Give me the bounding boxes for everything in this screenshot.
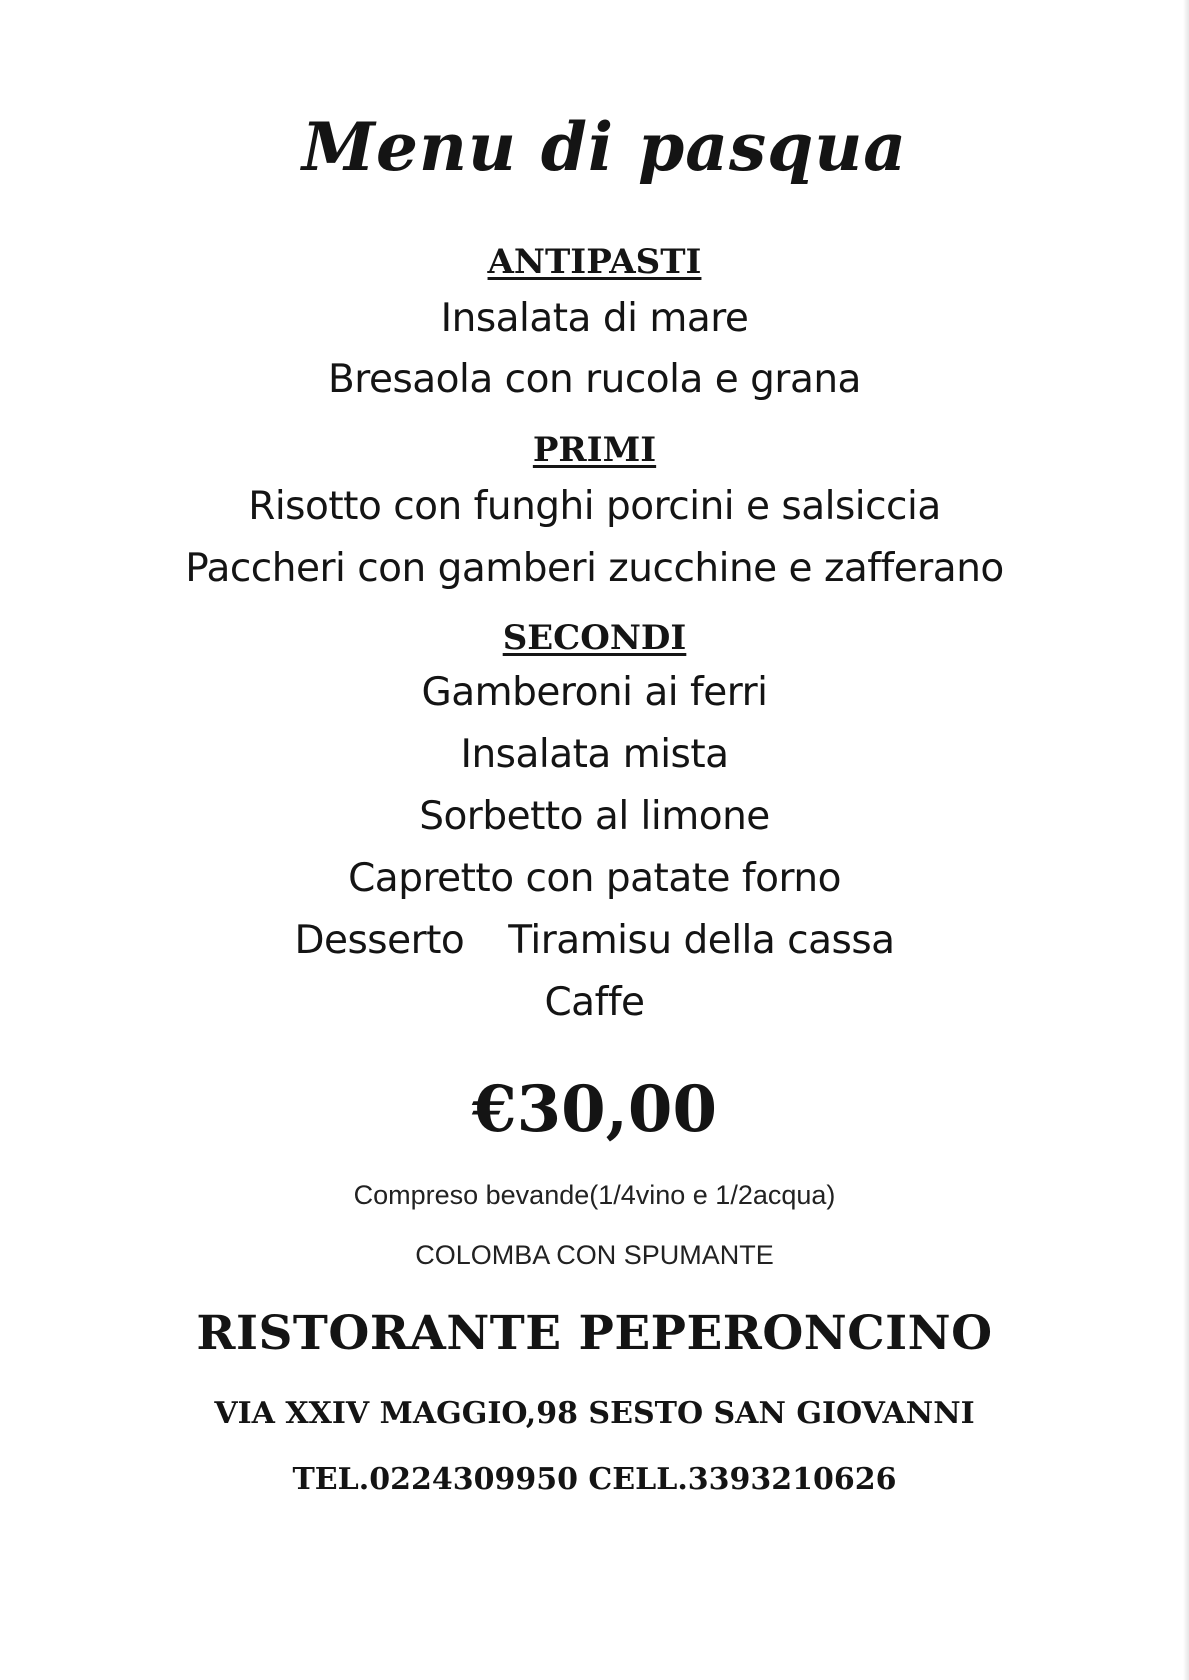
dessert-value: Tiramisu della cassa xyxy=(508,918,895,963)
drinks-note: Compreso bevande(1/4vino e 1/2acqua) xyxy=(353,1180,836,1210)
menu-price: €30,00 xyxy=(472,1072,717,1147)
menu-item: Insalata mista xyxy=(460,732,729,777)
extra-note: COLOMBA CON SPUMANTE xyxy=(415,1240,774,1270)
dessert-label: Desserto xyxy=(294,918,465,963)
menu-title: Menu di pasqua xyxy=(301,108,908,186)
section-heading-antipasti: ANTIPASTI xyxy=(487,242,702,282)
menu-item: Gamberoni ai ferri xyxy=(421,670,768,715)
menu-item: Capretto con patate forno xyxy=(348,856,841,901)
restaurant-phones: TEL.0224309950 CELL.3393210626 xyxy=(292,1462,897,1497)
menu-item: Risotto con funghi porcini e salsiccia xyxy=(248,484,941,529)
menu-item: Insalata di mare xyxy=(440,296,749,341)
section-heading-secondi: SECONDI xyxy=(502,618,687,658)
coffee-item: Caffe xyxy=(544,980,645,1025)
menu-item: Paccheri con gamberi zucchine e zafferano xyxy=(185,546,1004,591)
section-heading-primi: PRIMI xyxy=(532,430,657,470)
menu-item: Bresaola con rucola e grana xyxy=(328,357,861,402)
restaurant-name: RISTORANTE PEPERONCINO xyxy=(196,1306,993,1361)
dessert-line xyxy=(0,918,1189,963)
menu-item: Sorbetto al limone xyxy=(419,794,770,839)
restaurant-address: VIA XXIV MAGGIO,98 SESTO SAN GIOVANNI xyxy=(214,1396,975,1431)
